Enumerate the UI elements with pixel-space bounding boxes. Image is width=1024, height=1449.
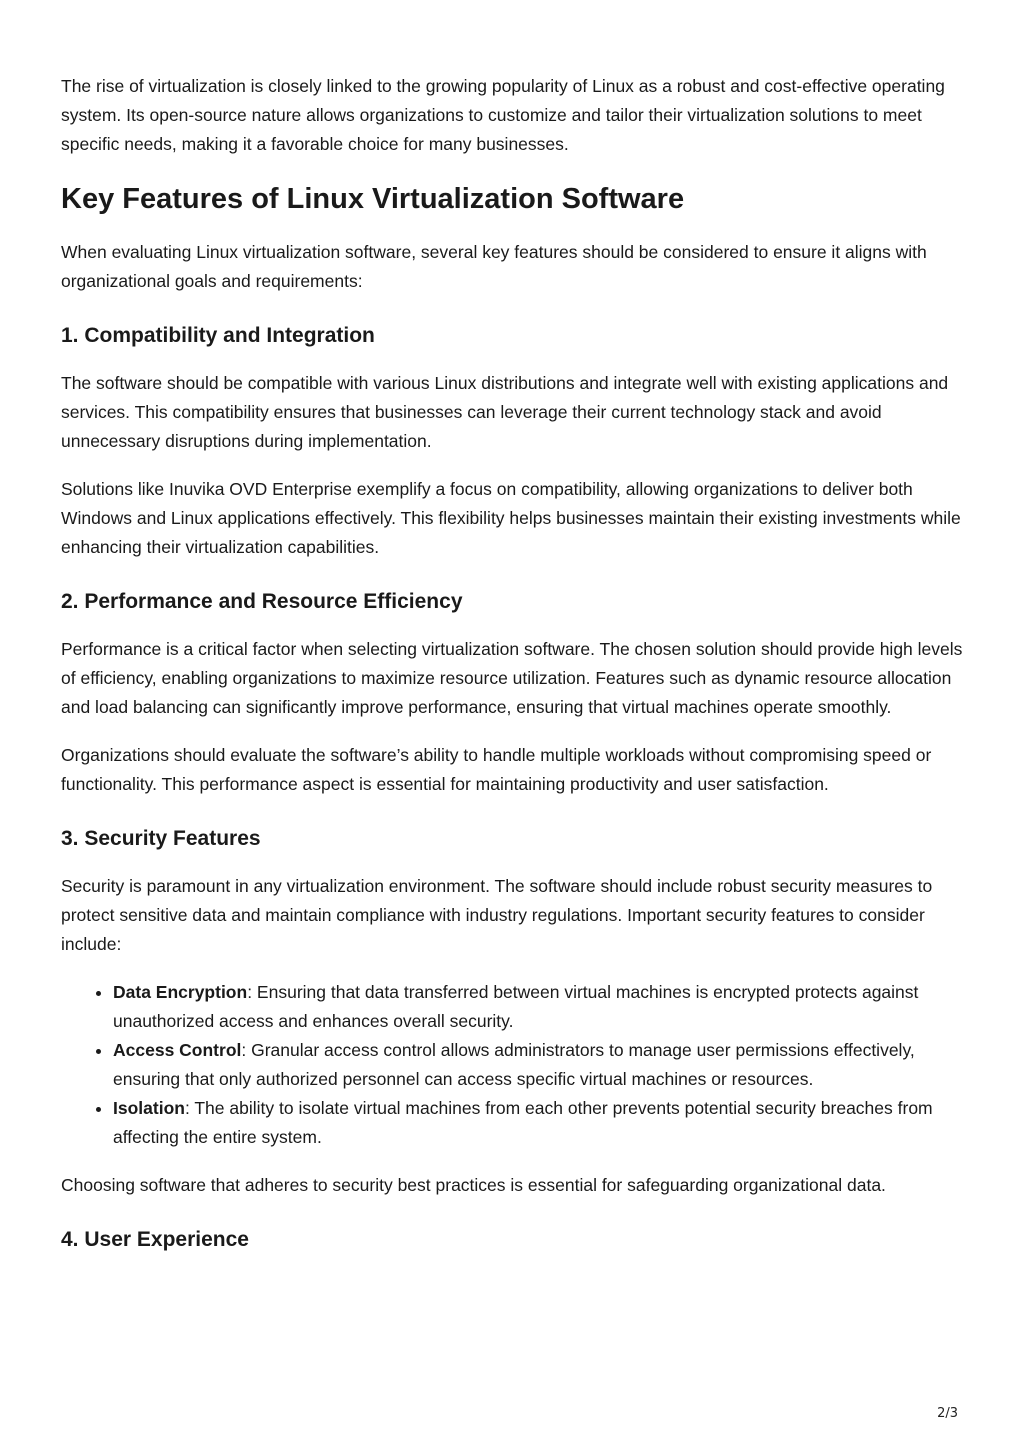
list-item — [113, 1094, 966, 1152]
list-item — [113, 978, 966, 1036]
user-experience-heading: 4. User Experience — [61, 1228, 249, 1251]
bullet-term: Data Encryption — [113, 982, 248, 1002]
bullet-text: : Granular access control allows administrators to manage user permissions effectively, ensuring that only authorized personnel can access specific virtual machines or resources. — [113, 1040, 915, 1089]
bullet-term: Access Control — [113, 1040, 242, 1060]
security-paragraph-1: Security is paramount in any virtualization environment. The software should include robust security measures to protect sensitive data and maintain compliance with industry regulations. Important security features to consider include: — [61, 876, 933, 954]
bullet-term: Isolation — [113, 1098, 185, 1118]
performance-heading: 2. Performance and Resource Efficiency — [61, 590, 463, 613]
bullet-text: : Ensuring that data transferred between virtual machines is encrypted protects against unauthorized access and enhances overall security. — [113, 982, 919, 1031]
page-number: 2/3 — [937, 1406, 958, 1421]
section-heading: Key Features of Linux Virtualization Software — [61, 183, 685, 215]
compatibility-heading: 1. Compatibility and Integration — [61, 324, 375, 347]
security-feature-list — [61, 978, 966, 1152]
bullet-text: : The ability to isolate virtual machines from each other prevents potential security breaches from affecting the entire system. — [113, 1098, 933, 1147]
document-page — [61, 72, 966, 1273]
security-heading: 3. Security Features — [61, 827, 261, 850]
performance-paragraph-1: Performance is a critical factor when selecting virtualization software. The chosen solution should provide high levels of efficiency, enabling organizations to maximize resource utilization. Features such as dynamic resource allocation and load balancing can significantly improve performance, ensuring that virtual machines operate smoothly. — [61, 639, 963, 717]
compatibility-paragraph-2: Solutions like Inuvika OVD Enterprise exemplify a focus on compatibility, allowing organizations to deliver both Windows and Linux applications effectively. This flexibility helps businesses maintain their existing investments while enhancing their virtualization capabilities. — [61, 479, 961, 557]
security-paragraph-2: Choosing software that adheres to security best practices is essential for safeguarding organizational data. — [61, 1175, 886, 1195]
section-lead-paragraph: When evaluating Linux virtualization software, several key features should be considered to ensure it aligns with organizational goals and requirements: — [61, 242, 927, 291]
performance-paragraph-2: Organizations should evaluate the software’s ability to handle multiple workloads without compromising speed or functionality. This performance aspect is essential for maintaining productivity and user satisfaction. — [61, 745, 932, 794]
intro-paragraph: The rise of virtualization is closely linked to the growing popularity of Linux as a robust and cost-effective operating system. Its open-source nature allows organizations to customize and tailor their virtualization solutions to meet specific needs, making it a favorable choice for many businesses. — [61, 76, 945, 154]
compatibility-paragraph-1: The software should be compatible with various Linux distributions and integrate well with existing applications and services. This compatibility ensures that businesses can leverage their current technology stack and avoid unnecessary disruptions during implementation. — [61, 373, 949, 451]
list-item — [113, 1036, 966, 1094]
